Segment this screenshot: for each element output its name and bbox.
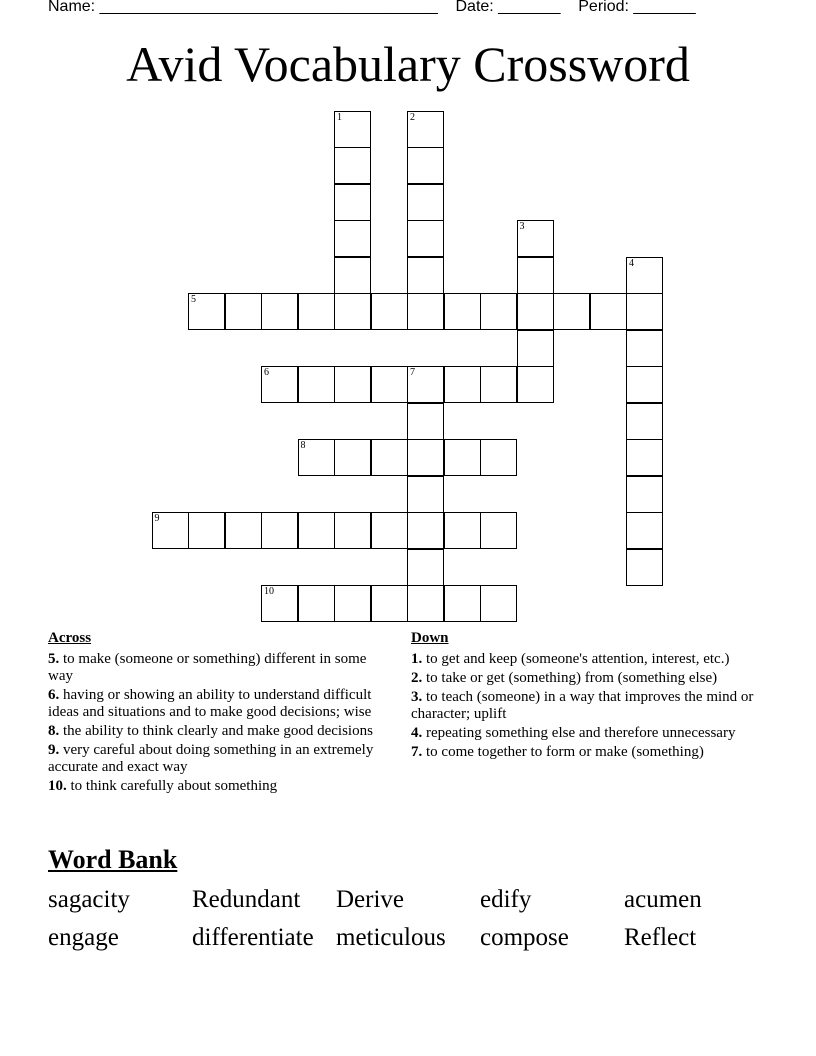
- grid-cell[interactable]: [517, 330, 554, 367]
- grid-cell[interactable]: [334, 184, 371, 221]
- grid-cell[interactable]: [188, 293, 225, 330]
- grid-cell[interactable]: [407, 585, 444, 622]
- grid-cell[interactable]: [152, 512, 189, 549]
- down-clue: [411, 670, 756, 687]
- grid-cell-number: 5: [191, 294, 196, 305]
- grid-cell[interactable]: [407, 111, 444, 148]
- grid-cell[interactable]: [298, 585, 335, 622]
- word-bank-word: engage: [48, 924, 119, 951]
- clue-text: to make (someone or something) different in some way: [48, 651, 367, 684]
- grid-cell[interactable]: [261, 366, 298, 403]
- grid-cell[interactable]: [188, 512, 225, 549]
- clue-text: the ability to think clearly and make good decisions: [59, 723, 373, 739]
- word-bank-word: Redundant: [192, 886, 301, 913]
- across-clues: [48, 630, 388, 797]
- clue-number: 1.: [411, 651, 423, 667]
- grid-cell[interactable]: [225, 293, 262, 330]
- word-bank-heading: Word Bank: [48, 845, 178, 874]
- word-bank-word: differentiate: [192, 924, 314, 951]
- grid-cell[interactable]: [626, 403, 663, 440]
- grid-cell[interactable]: [261, 585, 298, 622]
- grid-cell[interactable]: [407, 220, 444, 257]
- grid-cell-number: 2: [410, 111, 415, 123]
- grid-cell[interactable]: [407, 403, 444, 440]
- page-title: Avid Vocabulary Crossword: [126, 36, 690, 92]
- clue-text: to teach (someone) in a way that improves the mind or character; uplift: [411, 689, 754, 722]
- grid-cell[interactable]: [626, 512, 663, 549]
- down-heading: Down: [411, 630, 449, 646]
- grid-cell[interactable]: [334, 585, 371, 622]
- word-bank-row: [48, 882, 768, 920]
- grid-cell[interactable]: [298, 366, 335, 403]
- grid-cell[interactable]: [626, 549, 663, 586]
- grid-cell[interactable]: [626, 366, 663, 403]
- grid-cell[interactable]: [626, 476, 663, 513]
- across-clue: [48, 651, 388, 685]
- grid-cell[interactable]: [407, 293, 444, 330]
- grid-cell[interactable]: [407, 476, 444, 513]
- grid-cell[interactable]: [517, 366, 554, 403]
- grid-cell[interactable]: [407, 257, 444, 294]
- clue-text: to get and keep (someone's attention, interest, etc.): [422, 651, 730, 667]
- clue-text: repeating something else and therefore unnecessary: [422, 725, 736, 741]
- grid-cell[interactable]: [626, 330, 663, 367]
- grid-cell[interactable]: [626, 293, 663, 330]
- grid-cell[interactable]: [334, 220, 371, 257]
- clue-text: having or showing an ability to understand difficult ideas and situations and to make good decisions; wise: [48, 687, 372, 720]
- grid-cell[interactable]: [444, 512, 481, 549]
- grid-cell[interactable]: [626, 257, 663, 294]
- student-info-line: Name: ______________________________________ Date: _______ Period: _______: [48, 0, 696, 15]
- across-clue: [48, 723, 388, 740]
- grid-cell[interactable]: [407, 549, 444, 586]
- grid-cell[interactable]: [298, 512, 335, 549]
- word-bank-row: [48, 920, 768, 958]
- down-clue: [411, 725, 756, 742]
- grid-cell[interactable]: [225, 512, 262, 549]
- grid-cell[interactable]: [371, 366, 408, 403]
- clue-text: to think carefully about something: [66, 778, 278, 794]
- grid-cell[interactable]: [590, 293, 627, 330]
- grid-cell[interactable]: [480, 585, 517, 622]
- clue-number: 3.: [411, 689, 423, 705]
- grid-cell[interactable]: [371, 439, 408, 476]
- clue-number: 10.: [48, 778, 67, 794]
- clue-number: 6.: [48, 687, 60, 703]
- grid-cell[interactable]: [407, 147, 444, 184]
- grid-cell[interactable]: [261, 512, 298, 549]
- grid-cell[interactable]: [334, 512, 371, 549]
- word-bank-word: sagacity: [48, 886, 130, 913]
- grid-cell[interactable]: [407, 439, 444, 476]
- grid-cell[interactable]: [444, 439, 481, 476]
- across-heading: Across: [48, 630, 92, 646]
- grid-cell-number: 7: [410, 367, 415, 378]
- down-clue: [411, 689, 756, 723]
- clue-text: to come together to form or make (something): [422, 744, 704, 760]
- grid-cell[interactable]: [444, 366, 481, 403]
- grid-cell[interactable]: [517, 257, 554, 294]
- word-bank-word: edify: [480, 886, 532, 913]
- across-clue: [48, 742, 388, 776]
- grid-cell[interactable]: [626, 439, 663, 476]
- clue-number: 2.: [411, 670, 423, 686]
- grid-cell[interactable]: [480, 512, 517, 549]
- clue-number: 8.: [48, 723, 60, 739]
- clue-number: 4.: [411, 725, 423, 741]
- clue-number: 9.: [48, 742, 60, 758]
- clue-number: 5.: [48, 651, 60, 667]
- grid-cell-number: 4: [629, 257, 634, 269]
- across-clue: [48, 778, 388, 795]
- grid-cell-number: 8: [300, 440, 306, 451]
- grid-cell[interactable]: [444, 293, 481, 330]
- word-bank-word: acumen: [624, 886, 702, 913]
- grid-cell[interactable]: [480, 439, 517, 476]
- grid-cell[interactable]: [480, 366, 517, 403]
- grid-cell[interactable]: [298, 439, 335, 476]
- grid-cell[interactable]: [407, 512, 444, 549]
- grid-cell[interactable]: [553, 293, 590, 330]
- grid-cell[interactable]: [334, 147, 371, 184]
- clue-number: 7.: [411, 744, 423, 760]
- grid-cell[interactable]: [334, 439, 371, 476]
- grid-cell[interactable]: [334, 293, 371, 330]
- word-bank-word: meticulous: [336, 924, 446, 951]
- grid-cell[interactable]: [334, 257, 371, 294]
- clue-text: to take or get (something) from (something else): [422, 670, 718, 686]
- clue-text: very careful about doing something in an extremely accurate and exact way: [48, 742, 374, 775]
- word-bank-word: Derive: [336, 886, 405, 913]
- grid-cell[interactable]: [517, 220, 554, 257]
- grid-cell[interactable]: [517, 293, 554, 330]
- down-clue: [411, 744, 756, 761]
- grid-cell-number: 6: [264, 367, 269, 378]
- grid-cell-number: 9: [154, 513, 160, 524]
- grid-cell-number: 10: [264, 586, 274, 597]
- grid-cell[interactable]: [334, 111, 371, 148]
- grid-cell[interactable]: [261, 293, 298, 330]
- grid-cell[interactable]: [407, 366, 444, 403]
- grid-cell[interactable]: [480, 293, 517, 330]
- grid-cell-number: 3: [519, 221, 525, 232]
- word-bank-word: Reflect: [624, 924, 697, 951]
- grid-cell-number: 1: [337, 111, 342, 123]
- word-bank: [48, 882, 768, 958]
- word-bank-word: compose: [480, 924, 569, 951]
- down-clues: [411, 630, 756, 763]
- down-clue: [411, 651, 756, 668]
- across-clue: [48, 687, 388, 721]
- grid-cell[interactable]: [371, 585, 408, 622]
- grid-cell[interactable]: [371, 512, 408, 549]
- grid-cell[interactable]: [298, 293, 335, 330]
- grid-cell[interactable]: [334, 366, 371, 403]
- grid-cell[interactable]: [407, 184, 444, 221]
- grid-cell[interactable]: [371, 293, 408, 330]
- grid-cell[interactable]: [444, 585, 481, 622]
